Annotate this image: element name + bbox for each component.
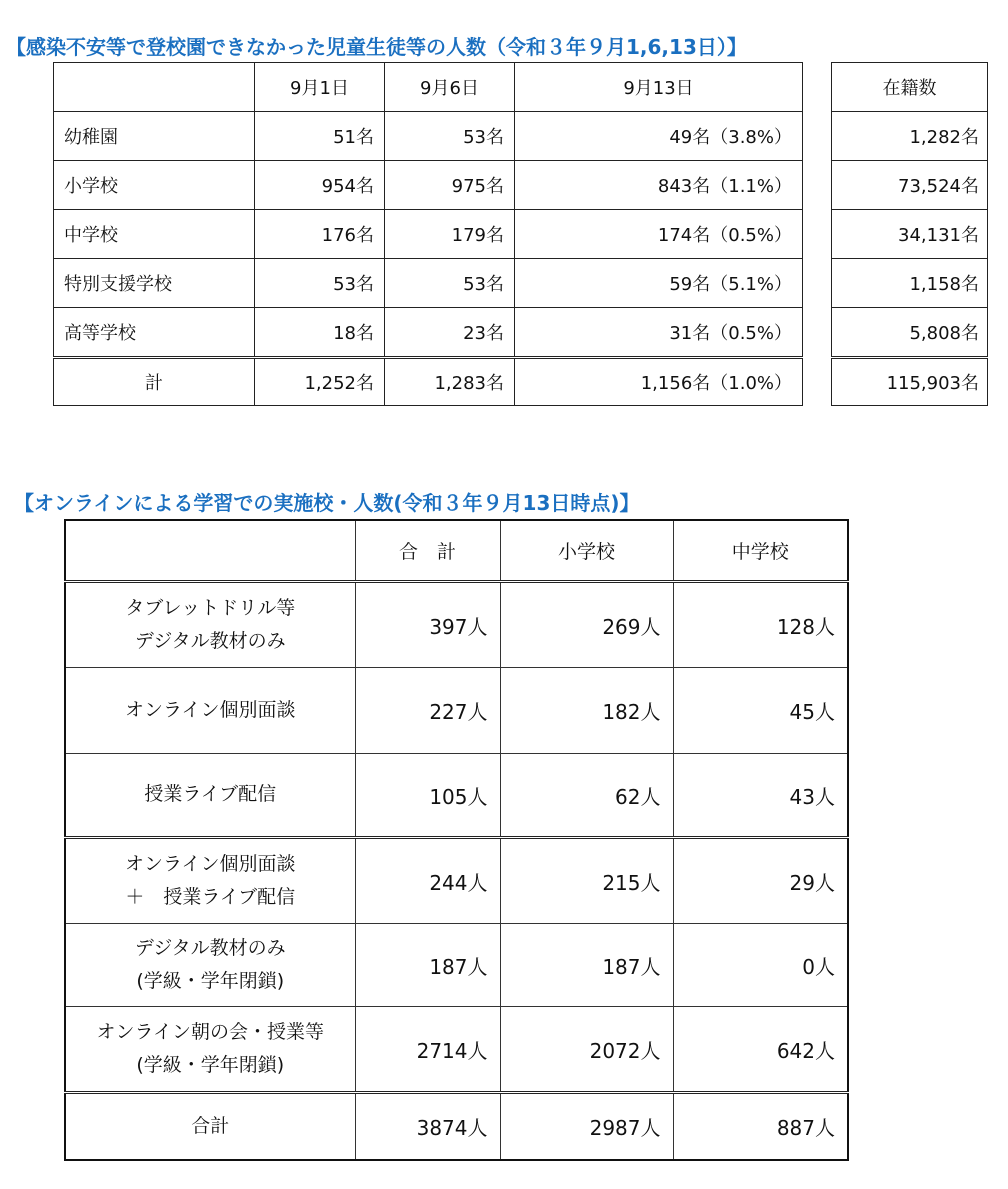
- cell-sep13: 59名（5.1%）: [515, 259, 803, 308]
- category-cell: [65, 1007, 355, 1093]
- cell-sep1: 18名: [255, 308, 385, 358]
- cell-sep6: 53名: [385, 259, 515, 308]
- category-line1: オンライン個別面談: [125, 698, 296, 721]
- section2-title: 【オンラインによる学習での実施校・人数(令和３年９月13日時点)】: [14, 491, 640, 515]
- category-cell: [65, 754, 355, 838]
- cell-enrollment: 1,282名: [832, 112, 988, 161]
- online-learning-table: [64, 519, 849, 1161]
- cell-total: 187人: [355, 924, 500, 1007]
- category-line1: 授業ライブ配信: [144, 783, 277, 806]
- table-header-row: [65, 520, 848, 582]
- cell-total: 105人: [355, 754, 500, 838]
- cell-junior-high: 128人: [673, 582, 848, 668]
- total-row: [832, 358, 988, 406]
- total-label: 計: [54, 358, 255, 406]
- total-sep1: 1,252名: [255, 358, 385, 406]
- total-elementary: 2987人: [500, 1093, 673, 1161]
- category-line1: タブレットドリル等: [125, 596, 296, 619]
- cell-enrollment: 1,158名: [832, 259, 988, 308]
- total-junior-high: 887人: [673, 1093, 848, 1161]
- total-sep6: 1,283名: [385, 358, 515, 406]
- cell-total: 2714人: [355, 1007, 500, 1093]
- cell-junior-high: 29人: [673, 838, 848, 924]
- category-cell: [65, 582, 355, 668]
- table-row: [54, 259, 803, 308]
- table-row: [54, 112, 803, 161]
- cell-elementary: 2072人: [500, 1007, 673, 1093]
- enrollment-table: [831, 62, 988, 406]
- category-line1: オンライン個別面談: [125, 852, 296, 875]
- header-junior-high: 中学校: [673, 520, 848, 582]
- category-line1: オンライン朝の会・授業等: [96, 1020, 324, 1043]
- cell-junior-high: 642人: [673, 1007, 848, 1093]
- cell-enrollment: 5,808名: [832, 308, 988, 358]
- row-label: 高等学校: [54, 308, 255, 358]
- cell-sep13: 31名（0.5%）: [515, 308, 803, 358]
- table-row: [54, 161, 803, 210]
- cell-junior-high: 45人: [673, 668, 848, 754]
- row-label: 特別支援学校: [54, 259, 255, 308]
- table-row: [65, 838, 848, 924]
- row-label: 幼稚園: [54, 112, 255, 161]
- category-line2: ＋ 授業ライブ配信: [125, 886, 296, 908]
- cell-elementary: 187人: [500, 924, 673, 1007]
- table-row: [65, 1007, 848, 1093]
- table-row: [832, 210, 988, 259]
- category-line2: (学級・学年閉鎖): [136, 1054, 285, 1076]
- table-row: [832, 112, 988, 161]
- table-row: [65, 582, 848, 668]
- table-row: [65, 754, 848, 838]
- total-all: 3874人: [355, 1093, 500, 1161]
- cell-total: 397人: [355, 582, 500, 668]
- row-label: 小学校: [54, 161, 255, 210]
- cell-sep6: 53名: [385, 112, 515, 161]
- cell-total: 227人: [355, 668, 500, 754]
- header-sep1: 9月1日: [255, 63, 385, 112]
- total-row: [65, 1093, 848, 1161]
- category-line1: デジタル教材のみ: [134, 936, 286, 959]
- cell-total: 244人: [355, 838, 500, 924]
- cell-sep13: 174名（0.5%）: [515, 210, 803, 259]
- header-sep6: 9月6日: [385, 63, 515, 112]
- header-blank: [65, 520, 355, 582]
- cell-elementary: 62人: [500, 754, 673, 838]
- cell-junior-high: 0人: [673, 924, 848, 1007]
- category-cell: [65, 668, 355, 754]
- category-cell: [65, 924, 355, 1007]
- header-sep13: 9月13日: [515, 63, 803, 112]
- section1-title: 【感染不安等で登校園できなかった児童生徒等の人数（令和３年９月1,6,13日）】: [6, 35, 747, 59]
- cell-enrollment: 73,524名: [832, 161, 988, 210]
- header-enrollment: 在籍数: [832, 63, 988, 112]
- table-row: [832, 259, 988, 308]
- cell-elementary: 269人: [500, 582, 673, 668]
- cell-sep6: 975名: [385, 161, 515, 210]
- cell-sep6: 179名: [385, 210, 515, 259]
- cell-sep13: 49名（3.8%）: [515, 112, 803, 161]
- cell-sep1: 51名: [255, 112, 385, 161]
- header-total: 合 計: [355, 520, 500, 582]
- total-sep13: 1,156名（1.0%）: [515, 358, 803, 406]
- row-label: 中学校: [54, 210, 255, 259]
- table-row: [54, 308, 803, 358]
- cell-sep13: 843名（1.1%）: [515, 161, 803, 210]
- cell-sep1: 176名: [255, 210, 385, 259]
- table-header-row: [832, 63, 988, 112]
- total-enrollment: 115,903名: [832, 358, 988, 406]
- total-row: [54, 358, 803, 406]
- table-row: [65, 924, 848, 1007]
- cell-junior-high: 43人: [673, 754, 848, 838]
- table-row: [832, 308, 988, 358]
- category-line2: デジタル教材のみ: [134, 630, 286, 652]
- header-elementary: 小学校: [500, 520, 673, 582]
- table-row: [832, 161, 988, 210]
- cell-sep6: 23名: [385, 308, 515, 358]
- table-header-row: [54, 63, 803, 112]
- header-blank: [54, 63, 255, 112]
- cell-sep1: 53名: [255, 259, 385, 308]
- total-label: 合計: [65, 1093, 355, 1161]
- cell-elementary: 182人: [500, 668, 673, 754]
- cell-enrollment: 34,131名: [832, 210, 988, 259]
- table-row: [54, 210, 803, 259]
- category-cell: [65, 838, 355, 924]
- category-line2: (学級・学年閉鎖): [136, 970, 285, 992]
- absence-table: [53, 62, 803, 406]
- table-row: [65, 668, 848, 754]
- cell-elementary: 215人: [500, 838, 673, 924]
- cell-sep1: 954名: [255, 161, 385, 210]
